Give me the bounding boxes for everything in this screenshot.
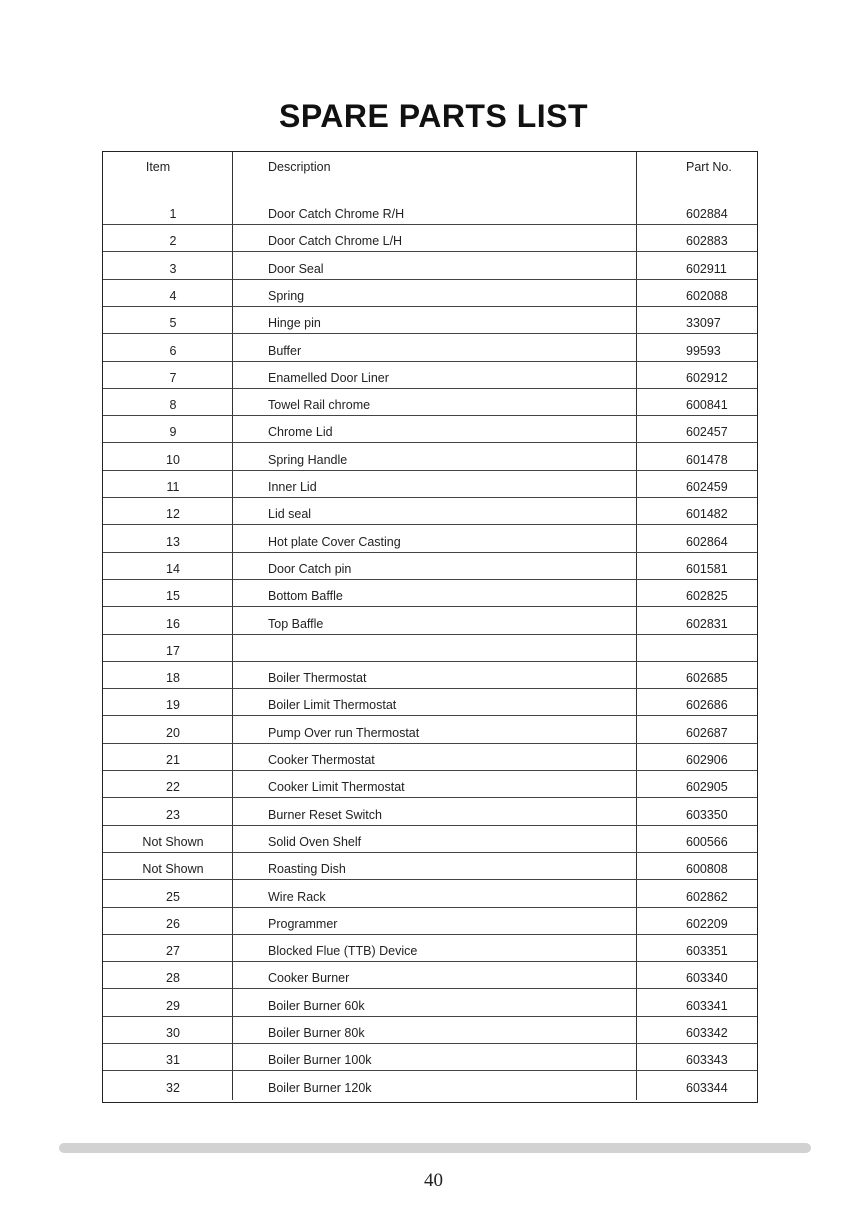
part-no-cell: 602864 <box>686 534 728 549</box>
part-no-cell: 99593 <box>686 343 721 358</box>
description-cell: Solid Oven Shelf <box>268 834 362 849</box>
item-cell: 2 <box>169 234 177 249</box>
part-no-cell: 602883 <box>686 234 728 249</box>
table-row <box>103 908 757 935</box>
description-cell: Boiler Burner 80k <box>268 1026 365 1040</box>
part-no-cell: 602825 <box>686 589 728 604</box>
description-cell: Top Baffle <box>268 616 324 631</box>
table-row <box>103 662 757 689</box>
header-description: Description <box>268 160 331 174</box>
item-cell: 4 <box>169 288 177 303</box>
part-no-cell: 600808 <box>686 862 728 877</box>
description-cell: Cooker Limit Thermostat <box>268 780 405 795</box>
table-row <box>103 881 757 908</box>
part-no-cell: 603343 <box>686 1053 728 1068</box>
item-cell: 16 <box>166 616 180 631</box>
description-cell: Roasting Dish <box>268 862 346 877</box>
description-cell: Buffer <box>268 343 302 358</box>
table-row <box>103 799 757 826</box>
part-no-cell: 602884 <box>686 207 728 221</box>
table-row <box>103 362 757 389</box>
table-row <box>103 717 757 744</box>
table-row <box>103 990 757 1017</box>
part-no-cell: 602686 <box>686 698 728 713</box>
description-cell: Towel Rail chrome <box>268 398 371 413</box>
part-no-cell: 602685 <box>686 671 728 686</box>
part-no-cell: 603341 <box>686 998 728 1013</box>
item-cell: 19 <box>166 698 180 713</box>
description-cell: Blocked Flue (TTB) Device <box>268 944 418 959</box>
table-row <box>103 689 757 716</box>
item-cell: 25 <box>166 889 180 904</box>
item-cell: 23 <box>166 807 180 822</box>
part-no-cell: 602457 <box>686 425 728 440</box>
description-cell: Boiler Thermostat <box>268 671 367 686</box>
description-cell: Spring <box>268 288 305 303</box>
table-row <box>103 280 757 307</box>
description-cell: Boiler Burner 120k <box>268 1080 372 1095</box>
page-number: 40 <box>424 1170 443 1191</box>
table-row <box>103 498 757 525</box>
table-row <box>103 553 757 580</box>
item-cell: 27 <box>166 944 180 959</box>
part-no-cell: 33097 <box>686 316 721 331</box>
part-no-cell: 601478 <box>686 452 728 467</box>
table-row <box>103 225 757 252</box>
part-no-cell: 603351 <box>686 944 728 959</box>
part-no-cell: 602905 <box>686 780 728 795</box>
description-cell: Lid seal <box>268 507 312 522</box>
part-no-cell: 601581 <box>686 561 728 576</box>
table-row <box>103 744 757 771</box>
item-cell: 30 <box>166 1026 180 1040</box>
description-cell: Bottom Baffle <box>268 589 343 604</box>
description-cell: Door Catch Chrome R/H <box>268 207 405 221</box>
item-cell: 7 <box>169 370 177 385</box>
item-cell: 9 <box>169 425 177 440</box>
part-no-cell: 603344 <box>686 1080 728 1095</box>
description-cell: Cooker Thermostat <box>268 753 375 767</box>
table-row <box>103 416 757 443</box>
table-row <box>103 935 757 962</box>
item-cell: Not Shown <box>142 862 204 877</box>
description-cell: Cooker Burner <box>268 971 350 986</box>
part-no-cell: 601482 <box>686 507 728 522</box>
item-cell: 8 <box>169 398 177 413</box>
description-cell: Boiler Limit Thermostat <box>268 698 397 713</box>
item-cell: Not Shown <box>142 834 204 849</box>
description-cell: Boiler Burner 100k <box>268 1053 372 1068</box>
table-row <box>103 471 757 498</box>
description-cell: Inner Lid <box>268 480 317 494</box>
description-cell: Enamelled Door Liner <box>268 370 389 385</box>
item-cell: 28 <box>166 971 180 986</box>
description-cell: Boiler Burner 60k <box>268 998 365 1013</box>
part-no-cell: 603350 <box>686 807 728 822</box>
description-cell: Hot plate Cover Casting <box>268 534 401 549</box>
part-no-cell: 603340 <box>686 971 728 986</box>
table-row <box>103 826 757 853</box>
item-cell: 18 <box>166 671 180 686</box>
table-row <box>103 335 757 362</box>
item-cell: 1 <box>169 207 177 221</box>
part-no-cell: 602831 <box>686 616 728 631</box>
item-cell: 21 <box>166 753 180 767</box>
description-cell: Programmer <box>268 916 338 931</box>
description-cell: Burner Reset Switch <box>268 807 382 822</box>
description-cell: Door Seal <box>268 261 324 276</box>
part-no-cell: 602906 <box>686 753 728 767</box>
item-cell: 15 <box>166 589 180 604</box>
description-cell: Wire Rack <box>268 889 326 904</box>
description-cell: Door Catch Chrome L/H <box>268 234 403 249</box>
table-row <box>103 389 757 416</box>
item-cell: 5 <box>169 316 177 331</box>
part-no-cell: 602687 <box>686 725 728 740</box>
table-row <box>103 1044 757 1071</box>
part-no-cell: 600566 <box>686 834 728 849</box>
table-row <box>103 608 757 635</box>
spare-parts-table <box>102 151 758 1103</box>
item-cell: 10 <box>166 452 180 467</box>
item-cell: 12 <box>166 507 180 522</box>
item-cell: 20 <box>166 725 180 740</box>
item-cell: 29 <box>166 998 180 1013</box>
footer-divider-bar <box>59 1143 811 1153</box>
table-row <box>103 635 757 662</box>
part-no-cell: 600841 <box>686 398 728 413</box>
description-cell: Pump Over run Thermostat <box>268 725 420 740</box>
table-row <box>103 1017 757 1044</box>
table-row <box>103 198 757 225</box>
table-row <box>103 253 757 280</box>
table-row <box>103 526 757 553</box>
header-item: Item <box>145 160 171 174</box>
part-no-cell: 602209 <box>686 916 728 931</box>
header-part-no: Part No. <box>686 160 732 174</box>
item-cell: 17 <box>166 643 180 658</box>
item-cell: 22 <box>166 780 180 795</box>
table-row <box>103 444 757 471</box>
part-no-cell: 602088 <box>686 288 728 303</box>
table-row <box>103 307 757 334</box>
part-no-cell: 602459 <box>686 480 728 494</box>
item-cell: 26 <box>166 916 180 931</box>
item-cell: 32 <box>166 1080 180 1095</box>
table-row <box>103 580 757 607</box>
part-no-cell: 602862 <box>686 889 728 904</box>
page-title: SPARE PARTS LIST <box>278 98 589 134</box>
part-no-cell: 602912 <box>686 370 728 385</box>
table-row <box>103 853 757 880</box>
item-cell: 6 <box>169 343 177 358</box>
description-cell: Hinge pin <box>268 316 321 331</box>
item-cell: 11 <box>166 480 180 494</box>
description-cell: Door Catch pin <box>268 561 352 576</box>
table-row <box>103 1072 757 1098</box>
item-cell: 3 <box>169 261 177 276</box>
description-cell: Chrome Lid <box>268 425 333 440</box>
table-row <box>103 771 757 798</box>
item-cell: 13 <box>166 534 180 549</box>
description-cell: Spring Handle <box>268 452 348 467</box>
item-cell: 14 <box>166 561 180 576</box>
item-cell: 31 <box>166 1053 180 1068</box>
part-no-cell: 603342 <box>686 1026 728 1040</box>
table-row <box>103 962 757 989</box>
part-no-cell: 602911 <box>686 261 727 276</box>
